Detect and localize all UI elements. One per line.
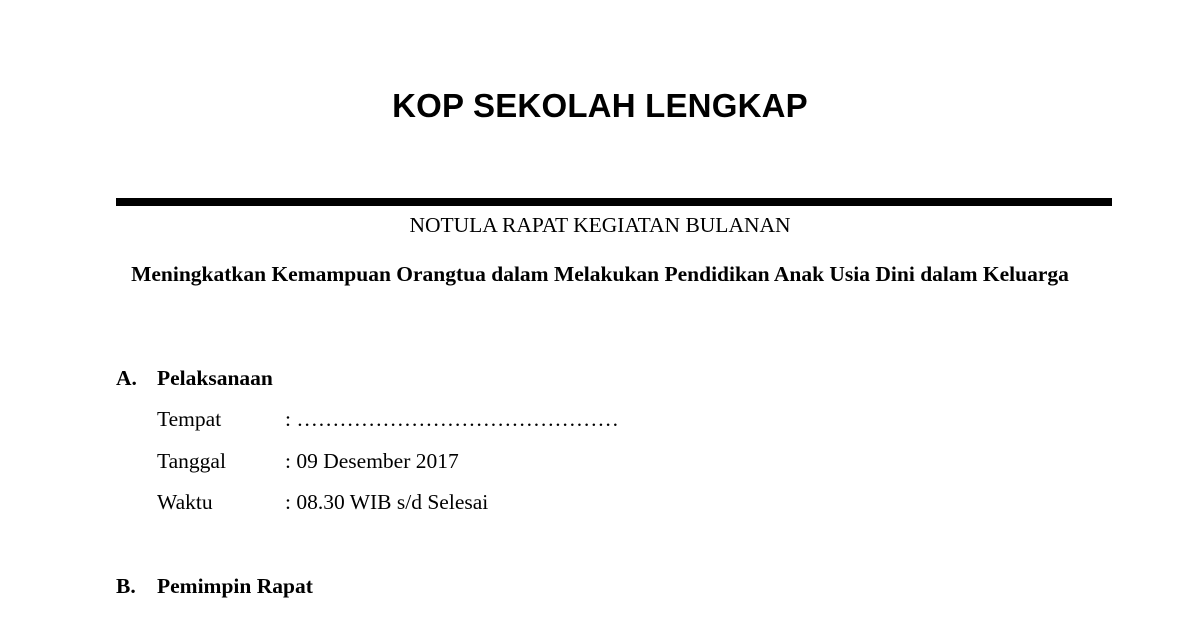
- document-subtitle: Meningkatkan Kemampuan Orangtua dalam Melakukan Pendidikan Anak Usia Dini dalam Keluarga: [131, 262, 1069, 286]
- field-label-tanggal: Tanggal: [157, 449, 226, 473]
- field-row-waktu: [157, 488, 488, 516]
- field-value-tempat: : ………………………………………: [285, 407, 619, 431]
- document-title: NOTULA RAPAT KEGIATAN BULANAN: [409, 213, 791, 237]
- section-b-heading: [116, 572, 313, 600]
- field-value-waktu: : 08.30 WIB s/d Selesai: [285, 490, 489, 514]
- field-value-tanggal: : 09 Desember 2017: [285, 449, 459, 473]
- section-b-letter: B.: [116, 574, 136, 598]
- field-row-tanggal: [157, 447, 459, 475]
- section-a-heading: [116, 364, 273, 392]
- section-a-title: Pelaksanaan: [157, 366, 273, 390]
- field-label-waktu: Waktu: [157, 490, 213, 514]
- section-b-title: Pemimpin Rapat: [157, 574, 313, 598]
- letterhead-divider: [116, 198, 1112, 206]
- field-row-tempat: [157, 405, 619, 433]
- section-a-letter: A.: [116, 366, 137, 390]
- field-label-tempat: Tempat: [157, 407, 222, 431]
- school-letterhead: KOP SEKOLAH LENGKAP: [392, 87, 808, 124]
